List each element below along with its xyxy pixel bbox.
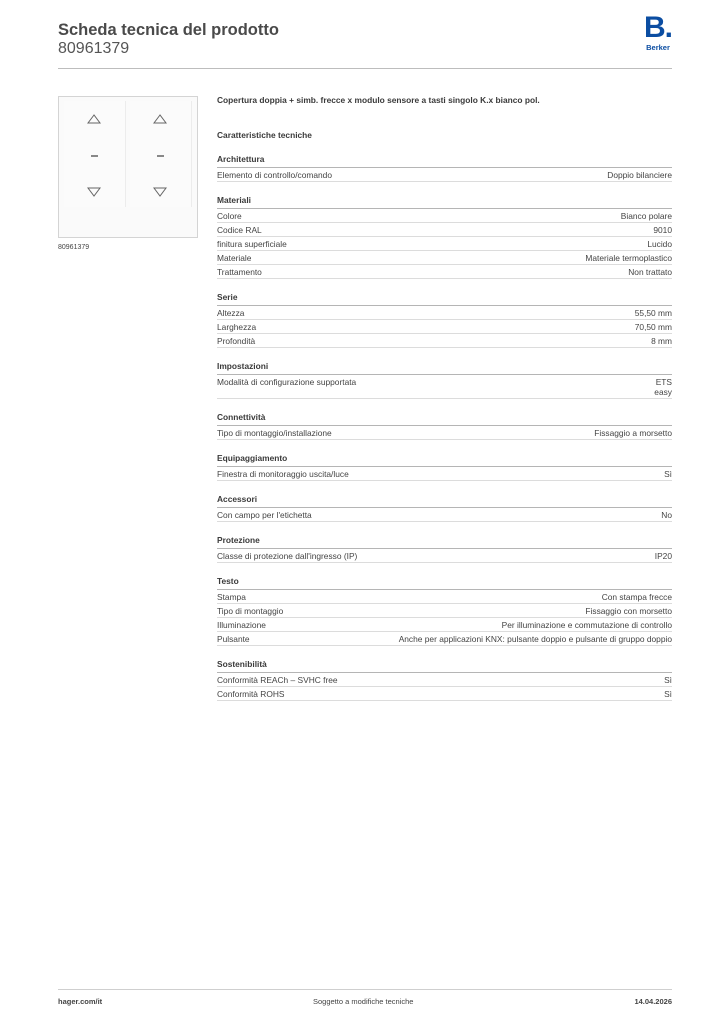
spec-section (217, 659, 672, 701)
section-title: Protezione (217, 535, 672, 549)
spec-label: Materiale (217, 253, 252, 263)
spec-row (217, 223, 672, 237)
spec-row (217, 426, 672, 440)
spec-row (217, 168, 672, 182)
spec-label: Finestra di monitoraggio uscita/luce (217, 469, 349, 479)
led-window-icon (157, 155, 164, 157)
spec-row (217, 467, 672, 481)
spec-label: Tipo di montaggio (217, 606, 284, 616)
spec-value: IP20 (654, 551, 672, 561)
section-title: Connettività (217, 412, 672, 426)
spec-row (217, 375, 672, 399)
arrow-up-icon (88, 115, 100, 123)
spec-row (217, 549, 672, 563)
spec-value: Con stampa frecce (601, 592, 672, 602)
image-caption: 80961379 (58, 244, 90, 251)
section-title: Sostenibilità (217, 659, 672, 673)
spec-label: Larghezza (217, 322, 257, 332)
spec-value: Materiale termoplastico (585, 253, 672, 263)
spec-label: finitura superficiale (217, 239, 287, 249)
spec-row (217, 237, 672, 251)
product-image (58, 96, 198, 238)
spec-label: Tipo di montaggio/installazione (217, 428, 332, 438)
spec-value: Doppio bilanciere (607, 170, 672, 180)
spec-section (217, 154, 672, 182)
spec-value: 8 mm (651, 336, 672, 346)
footer-note: Soggetto a modifiche tecniche (313, 997, 414, 1006)
spec-row (217, 673, 672, 687)
page-title: Scheda tecnica del prodotto (58, 21, 279, 39)
spec-row (217, 618, 672, 632)
header-divider (58, 68, 672, 69)
berker-logo (640, 11, 676, 52)
logo-text: Berker (646, 43, 670, 52)
spec-value: Sì (664, 469, 672, 479)
spec-section (217, 412, 672, 440)
rocker-right (130, 101, 192, 207)
section-title: Equipaggiamento (217, 453, 672, 467)
spec-section (217, 195, 672, 279)
spec-value: No (661, 510, 672, 520)
section-title: Architettura (217, 154, 672, 168)
spec-label: Conformità REACh – SVHC free (217, 675, 338, 685)
spec-row (217, 687, 672, 701)
spec-content (217, 94, 672, 701)
rocker-left (64, 101, 126, 207)
footer-divider (58, 989, 672, 990)
spec-label: Conformità ROHS (217, 689, 285, 699)
arrow-up-icon (154, 115, 166, 123)
document-header (58, 20, 279, 58)
spec-label: Stampa (217, 592, 246, 602)
spec-section (217, 535, 672, 563)
section-title: Testo (217, 576, 672, 590)
spec-label: Classe di protezione dall'ingresso (IP) (217, 551, 358, 561)
spec-label: Modalità di configurazione supportata (217, 377, 357, 387)
product-code: 80961379 (58, 40, 130, 57)
arrow-down-icon (154, 188, 166, 196)
spec-row (217, 251, 672, 265)
spec-section (217, 494, 672, 522)
product-description: Copertura doppia + simb. frecce x modulo sensore a tasti singolo K.x bianco pol. (217, 95, 540, 105)
arrow-down-icon (88, 188, 100, 196)
spec-sections (217, 154, 672, 701)
section-title: Impostazioni (217, 361, 672, 375)
footer-date: 14.04.2026 (634, 997, 672, 1006)
logo-mark: B. (644, 11, 672, 44)
footer-website[interactable]: hager.com/it (58, 997, 103, 1006)
spec-value: Non trattato (628, 267, 672, 277)
spec-row (217, 265, 672, 279)
spec-row (217, 334, 672, 348)
spec-label: Trattamento (217, 267, 262, 277)
spec-row (217, 632, 672, 646)
spec-value: Fissaggio a morsetto (594, 428, 672, 438)
spec-value: Bianco polare (620, 211, 672, 221)
spec-row (217, 604, 672, 618)
spec-label: Colore (217, 211, 242, 221)
spec-row (217, 590, 672, 604)
spec-label: Altezza (217, 308, 245, 318)
spec-value: Per illuminazione e commutazione di controllo (501, 620, 672, 630)
spec-label: Codice RAL (217, 225, 262, 235)
spec-value: Sì (664, 675, 672, 685)
spec-section (217, 292, 672, 348)
spec-section (217, 361, 672, 399)
section-title: Accessori (217, 494, 672, 508)
spec-label: Illuminazione (217, 620, 266, 630)
section-title: Serie (217, 292, 672, 306)
spec-row (217, 320, 672, 334)
spec-row (217, 209, 672, 223)
section-title: Materiali (217, 195, 672, 209)
spec-value: Sì (664, 689, 672, 699)
spec-label: Elemento di controllo/comando (217, 170, 332, 180)
spec-value: 9010 (653, 225, 672, 235)
spec-value: Lucido (647, 239, 672, 249)
spec-row (217, 306, 672, 320)
spec-value: Fissaggio con morsetto (585, 606, 672, 616)
spec-section (217, 453, 672, 481)
spec-label: Con campo per l'etichetta (217, 510, 312, 520)
spec-value: Anche per applicazioni KNX: pulsante doppio e pulsante di gruppo doppio (398, 634, 672, 644)
spec-label: Pulsante (217, 634, 250, 644)
spec-section (217, 576, 672, 646)
spec-value: ETS easy (654, 377, 672, 397)
spec-heading: Caratteristiche tecniche (217, 130, 312, 140)
spec-value: 70,50 mm (634, 322, 672, 332)
led-window-icon (91, 155, 98, 157)
spec-row (217, 508, 672, 522)
spec-value: 55,50 mm (634, 308, 672, 318)
spec-label: Profondità (217, 336, 256, 346)
